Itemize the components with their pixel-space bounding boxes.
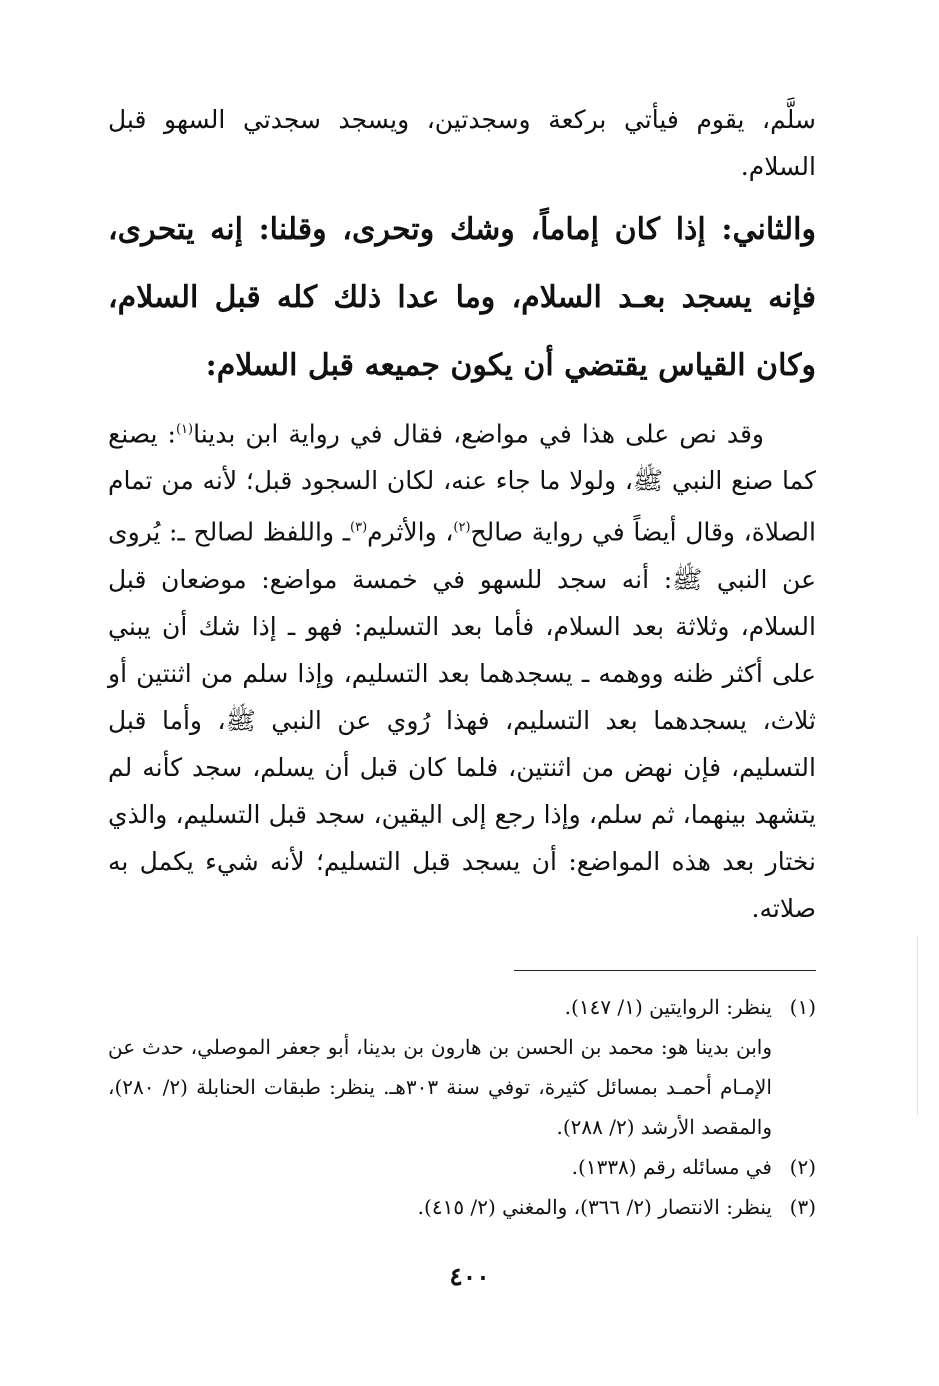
footnote-1-number: (١) (789, 994, 816, 1019)
footnote-separator (514, 970, 816, 971)
footnote-1 (108, 987, 816, 1027)
footnote-2 (108, 1147, 816, 1187)
main-paragraph-part-d: ـ واللفظ لصالح ـ: يُروى عن النبي ﷺ: أنه سجد للسهو في خمسة مواضع: موضعان قبل السلام، وثلاثة بعد السلام، فأما بعد التسليم: فهو ـ إذا شك أن يبني على أكثر ظنه ووهمه ـ يسجدهما بعد التسليم، وإذا سلم من اثنتين أو ثلاث، يسجدهما بعد التسليم، فهذا رُوي عن النبي ﷺ، وأما قبل التسليم، فإن نهض من اثنتين، فلما كان قبل أن يسلم، سجد كأنه لم يتشهد بينهما، ثم سلم، وإذا رجع إلى اليقين، سجد قبل التسليم، والذي نختار بعد هذه المواضع: أن يسجد قبل التسليم؛ لأنه شيء يكمل به صلاته. (108, 517, 816, 923)
bold-heading-paragraph: والثاني: إذا كان إماماً، وشك وتحرى، وقلنا: إنه يتحرى، فإنه يسجد بعـد السلام، وما عدا ذلك كله قبل السلام، وكان القياس يقتضي أن يكون جميعه قبل السلام: (108, 212, 816, 383)
footnote-1-continuation: وابن بدينا هو: محمد بن الحسن بن هارون بن بدينا، أبو جعفر الموصلي، حدث عن الإمـام أحمـد بمسائل كثيرة، توفي سنة ٣٠٣هـ. ينظر: طبقات الحنابلة (٢/ ٢٨٠)، والمقصد الأرشد (٢/ ٢٨٨). (108, 1034, 772, 1139)
footnote-3-number: (٣) (789, 1194, 816, 1219)
page-body (108, 96, 816, 1227)
footnote-ref-1[interactable]: (١) (175, 422, 194, 437)
main-paragraph-part-a: وقد نص على هذا في مواضع، فقال في رواية ابن بدينا (193, 419, 764, 449)
main-paragraph-part-b: : يصنع كما صنع النبي ﷺ، ولولا ما جاء عنه، لكان السجود قبل؛ لأنه من تمام الصلاة، وقال أيضاً في رواية صالح (108, 419, 816, 547)
footnote-2-number: (٢) (789, 1154, 816, 1179)
footnote-3 (108, 1187, 816, 1227)
main-paragraph-part-c: ، والأثرم (367, 517, 454, 547)
footnote-3-text: ينظر: الانتصار (٢/ ٣٦٦)، والمغني (٢/ ٤١٥). (417, 1194, 772, 1219)
footnote-ref-2[interactable]: (٢) (453, 520, 471, 536)
footnotes (108, 987, 816, 1227)
main-paragraph (108, 406, 816, 932)
footnote-2-text: في مسائله رقم (١٣٣٨). (571, 1154, 772, 1179)
footnote-1-text: ينظر: الروايتين (١/ ١٤٧). (564, 994, 772, 1019)
continued-line: سلَّم، يقوم فيأتي بركعة وسجدتين، ويسجد سجدتي السهو قبل السلام. (108, 105, 816, 181)
page-number: ٤٠٠ (449, 1262, 490, 1291)
page-edge-shadow (917, 935, 918, 1115)
footnote-ref-3[interactable]: (٣) (350, 520, 368, 536)
